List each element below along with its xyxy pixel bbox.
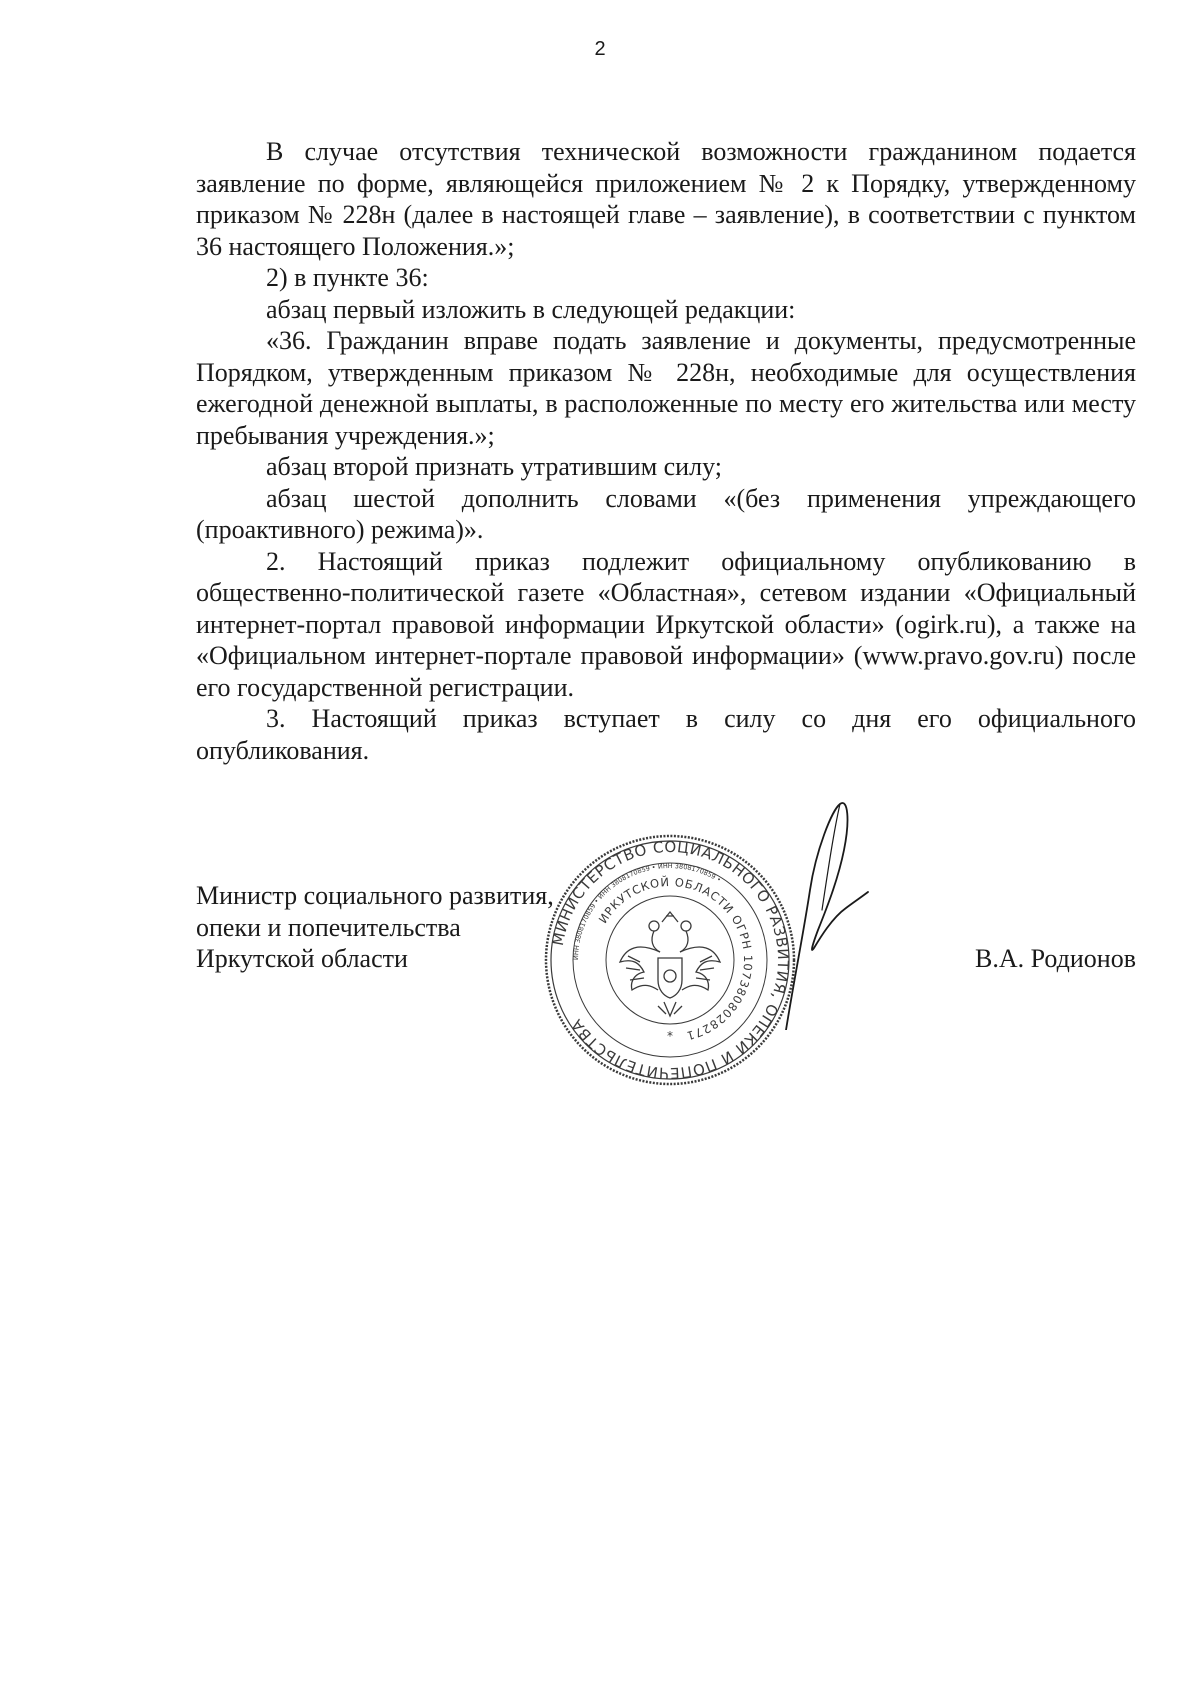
signatory-title-line: опеки и попечительства <box>196 912 461 942</box>
coat-of-arms-icon <box>620 912 720 1016</box>
paragraph: «36. Гражданин вправе подать заявление и документы, предусмотренные Порядком, утвержденным приказом № 228н, необходимые для осуществления ежегодной денежной выплаты, в расположенные по месту его жительства или месту пребывания учреждения.»; <box>196 326 1136 450</box>
page-number: 2 <box>594 38 606 60</box>
seal-outer-text: МИНИСТЕРСТВО СОЦИАЛЬНОГО РАЗВИТИЯ, ОПЕКИ И ПОПЕЧИТЕЛЬСТВА <box>548 837 793 1083</box>
paragraph: абзац второй признать утратившим силу; <box>266 452 722 481</box>
signatory-title-line: Иркутской области <box>196 944 408 973</box>
paragraph: 3. Настоящий приказ вступает в силу со дня его официального опубликования. <box>196 704 1136 765</box>
svg-text:МИНИСТЕРСТВО СОЦИАЛЬНОГО РАЗВИ <box>549 838 792 1082</box>
seal-inner-text: ИРКУТСКОЙ ОБЛАСТИ ОГРН 1073808028271 <box>595 874 756 1044</box>
paragraph: 2. Настоящий приказ подлежит официальному опубликованию в общественно-политической газете «Областная», сетевом издании «Официальный интернет-портал правовой информации Иркутской области» (ogirk.ru), а также на «Официальном интернет-портале правовой информации» (www.pravo.gov.ru) после его государственной регистрации. <box>196 546 1136 702</box>
seal-star-icon: * <box>667 1029 673 1043</box>
paragraph: абзац шестой дополнить словами «(без применения упреждающего (проактивного) режима)». <box>196 483 1136 544</box>
signatory-title <box>196 880 596 975</box>
paragraph: абзац первый изложить в следующей редакции: <box>266 294 796 324</box>
official-seal <box>540 830 800 1090</box>
handwritten-signature <box>780 800 880 1030</box>
document-body <box>196 136 1136 766</box>
paragraph: В случае отсутствия технической возможности гражданином подается заявление по форме, являющейся приложением № 2 к Порядку, утвержденному приказом № 228н (далее в настоящей главе – заявление), в соответствии с пунктом 36 настоящего Положения.»; <box>196 137 1136 261</box>
seal-ring-text: ИНН 3808170859 • ИНН 3808170859 • ИНН 3808170859 • <box>571 861 723 961</box>
signatory-name: В.А. Родионов <box>974 944 1136 973</box>
paragraph: 2) в пункте 36: <box>266 263 429 292</box>
signatory-title-line: Министр социального развития, <box>196 881 554 910</box>
